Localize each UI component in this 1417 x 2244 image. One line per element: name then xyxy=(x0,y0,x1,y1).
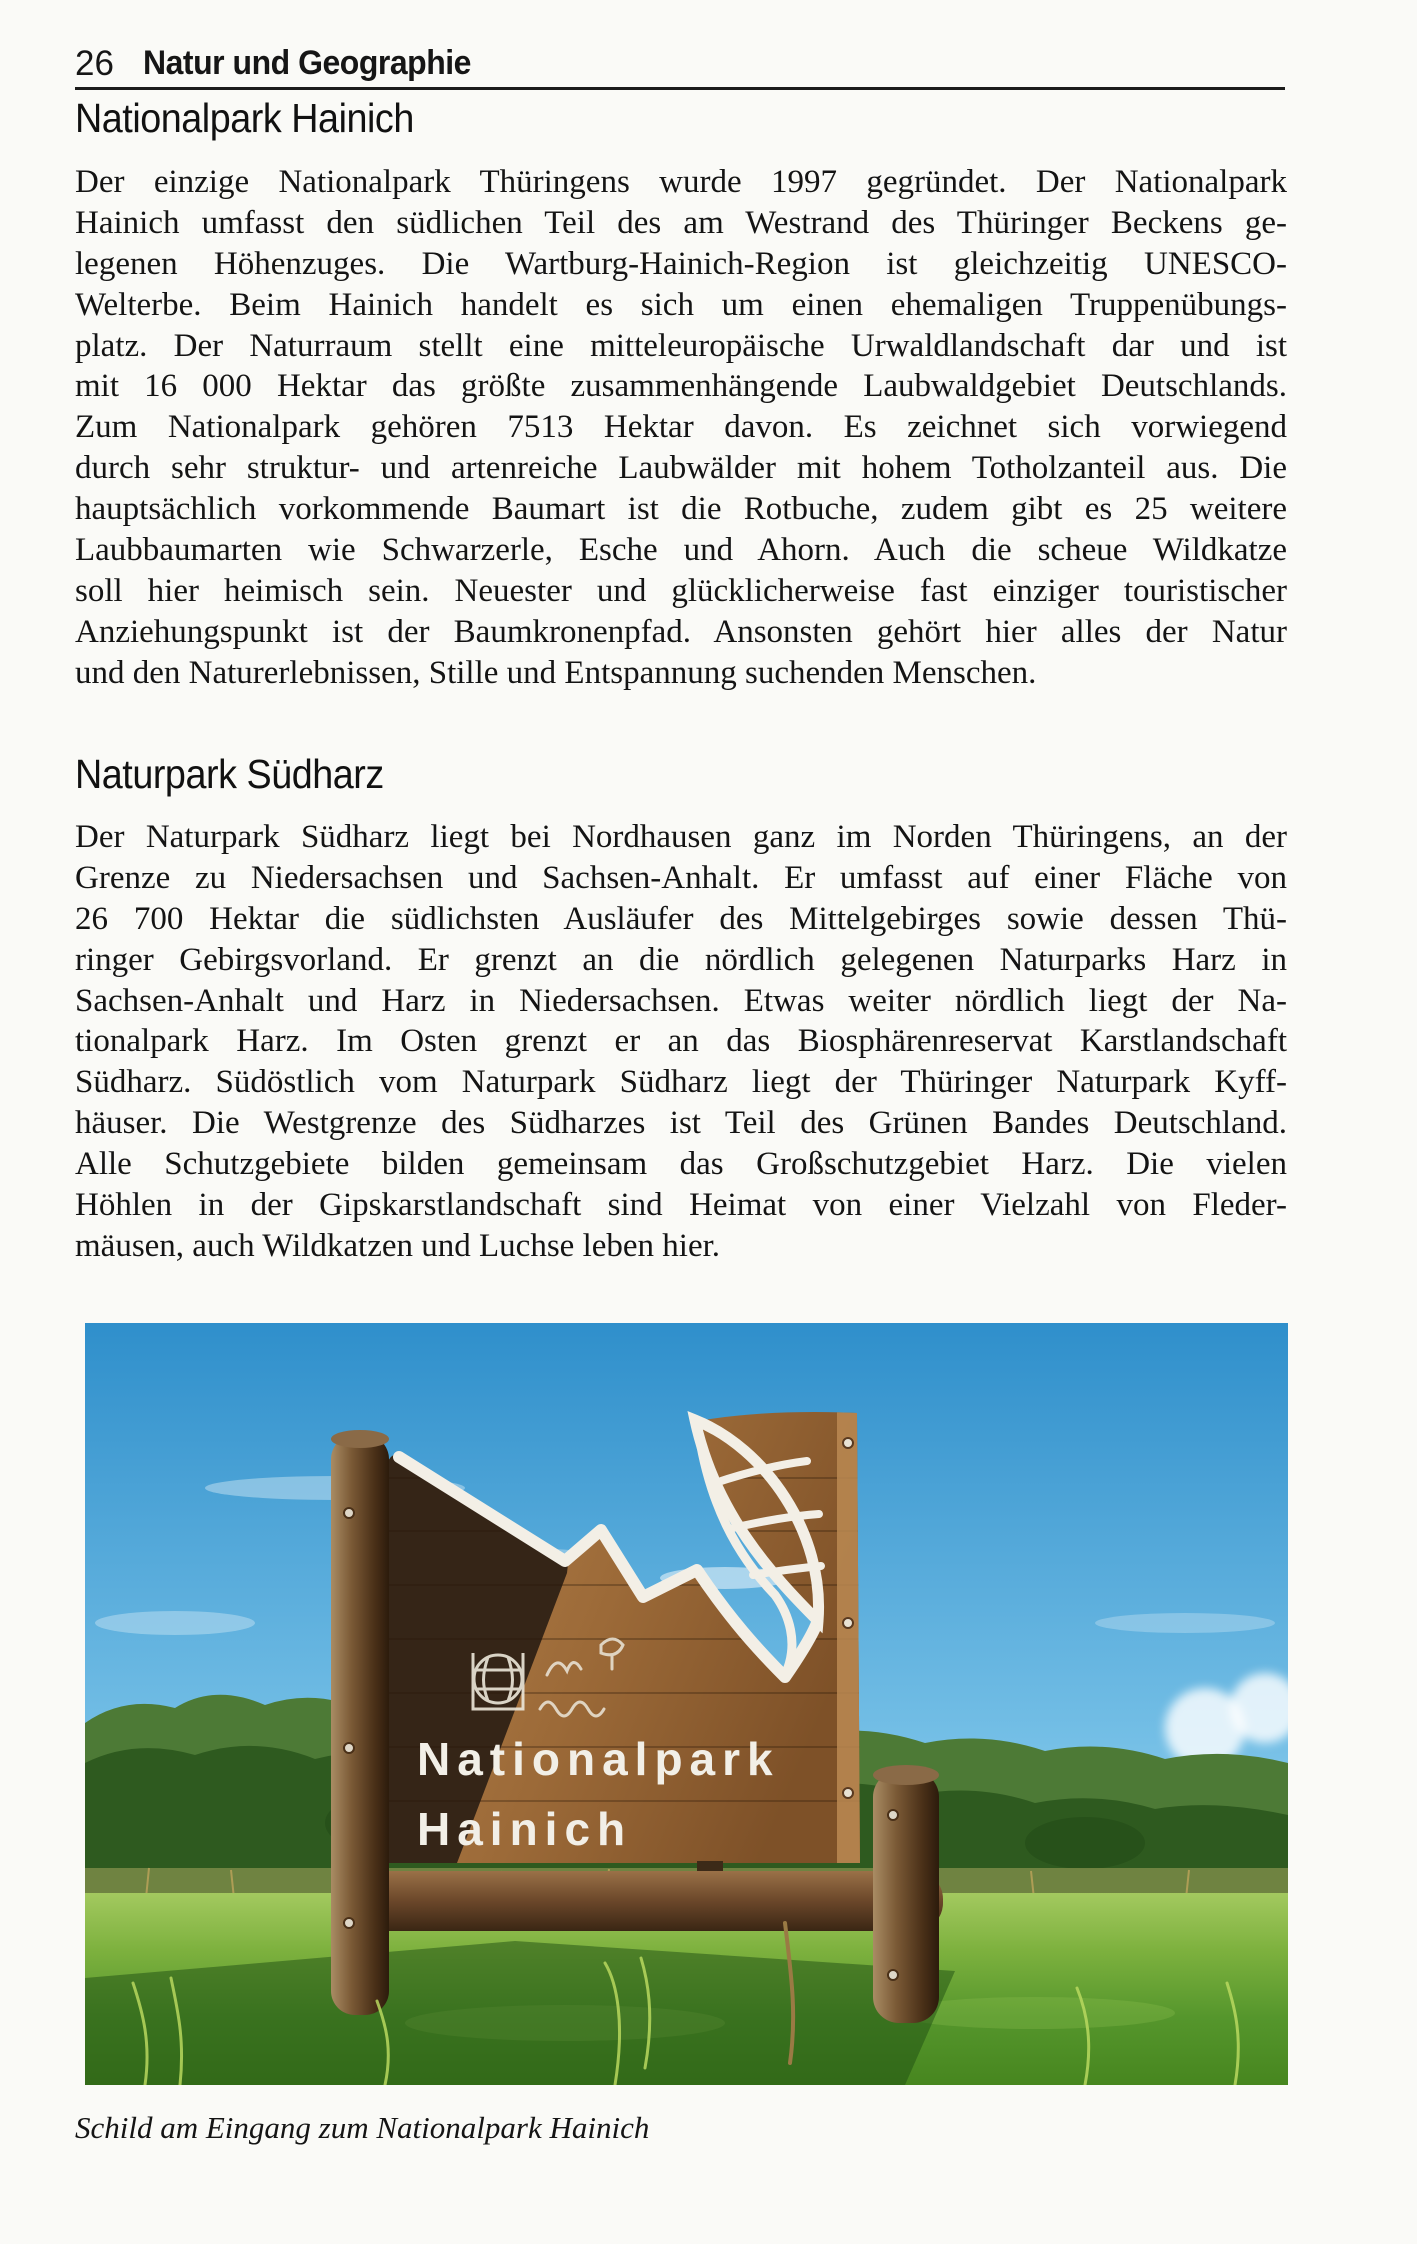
text-line: Anziehungspunkt ist der Baumkronenpfad. Ansonsten gehört hier alles der Natur xyxy=(75,613,1287,650)
text-line: Welterbe. Beim Hainich handelt es sich um einen ehemaligen Truppenübungs- xyxy=(75,286,1287,323)
text-line: mäusen, auch Wildkatzen und Luchse leben hier. xyxy=(75,1227,721,1264)
text-line: und den Naturerlebnissen, Stille und Entspannung suchenden Menschen. xyxy=(75,654,1037,691)
text-line: durch sehr struktur- und artenreiche Laubwälder mit hohem Totholzanteil aus. Die xyxy=(75,450,1287,487)
text-line: mit 16 000 Hektar das größte zusammenhängende Laubwaldgebiet Deutschlands. xyxy=(75,368,1287,405)
cross-beam xyxy=(333,1871,943,1931)
text-line: Laubbaumarten wie Schwarzerle, Esche und Ahorn. Auch die scheue Wildkatze xyxy=(75,532,1287,569)
photo-nationalpark-sign xyxy=(85,1323,1288,2085)
paragraph-nationalpark-hainich xyxy=(75,162,1287,694)
text-line: Grenze zu Niedersachsen und Sachsen-Anhalt. Er umfasst auf einer Fläche von xyxy=(75,859,1287,896)
section-heading-naturpark-suedharz: Naturpark Südharz xyxy=(75,751,384,797)
text-line: Der Naturpark Südharz liegt bei Nordhausen ganz im Norden Thüringens, an der xyxy=(75,819,1287,855)
text-line: Alle Schutzgebiete bilden gemeinsam das Großschutzgebiet Harz. Die vielen xyxy=(75,1146,1287,1183)
left-post xyxy=(331,1430,389,2015)
text-line: legenen Höhenzuges. Die Wartburg-Hainich-Region ist gleichzeitig UNESCO- xyxy=(75,245,1287,282)
text-line: Der einzige Nationalpark Thüringens wurde 1997 gegründet. Der Nationalpark xyxy=(75,164,1287,200)
text-line: Hainich umfasst den südlichen Teil des am Westrand des Thüringer Beckens ge- xyxy=(75,204,1287,241)
text-line: tionalpark Harz. Im Osten grenzt er an das Biosphärenreservat Karstlandschaft xyxy=(75,1023,1287,1060)
text-line: Südharz. Südöstlich vom Naturpark Südharz liegt der Thüringer Naturpark Kyff- xyxy=(75,1064,1287,1101)
sign-subtitle: Hainich xyxy=(417,1803,633,1855)
section-heading-nationalpark-hainich: Nationalpark Hainich xyxy=(75,95,414,141)
text-line: ringer Gebirgsvorland. Er grenzt an die nördlich gelegenen Naturparks Harz in xyxy=(75,941,1287,978)
text-line: Höhlen in der Gipskarstlandschaft sind Heimat von einer Vielzahl von Fleder- xyxy=(75,1187,1287,1224)
figure-caption: Schild am Eingang zum Nationalpark Hainich xyxy=(75,2110,650,2145)
page-number: 26 xyxy=(75,44,114,83)
text-line: Zum Nationalpark gehören 7513 Hektar davon. Es zeichnet sich vorwiegend xyxy=(75,409,1287,446)
right-post xyxy=(873,1765,939,2023)
header-title: Natur und Geographie xyxy=(143,44,471,82)
text-line: hauptsächlich vorkommende Baumart ist die Rotbuche, zudem gibt es 25 weitere xyxy=(75,491,1287,528)
sign-title: Nationalpark xyxy=(417,1733,780,1785)
text-line: 26 700 Hektar die südlichsten Ausläufer des Mittelgebirges sowie dessen Thü- xyxy=(75,900,1287,937)
text-line: platz. Der Naturraum stellt eine mitteleuropäische Urwaldlandschaft dar und ist xyxy=(75,327,1287,364)
text-line: häuser. Die Westgrenze des Südharzes ist Teil des Grünen Bandes Deutschland. xyxy=(75,1105,1287,1142)
text-line: soll hier heimisch sein. Neuester und glücklicherweise fast einziger touristischer xyxy=(75,572,1287,609)
paragraph-naturpark-suedharz xyxy=(75,817,1287,1267)
header-rule xyxy=(75,87,1285,90)
text-line: Sachsen-Anhalt und Harz in Niedersachsen. Etwas weiter nördlich liegt der Na- xyxy=(75,982,1287,1019)
